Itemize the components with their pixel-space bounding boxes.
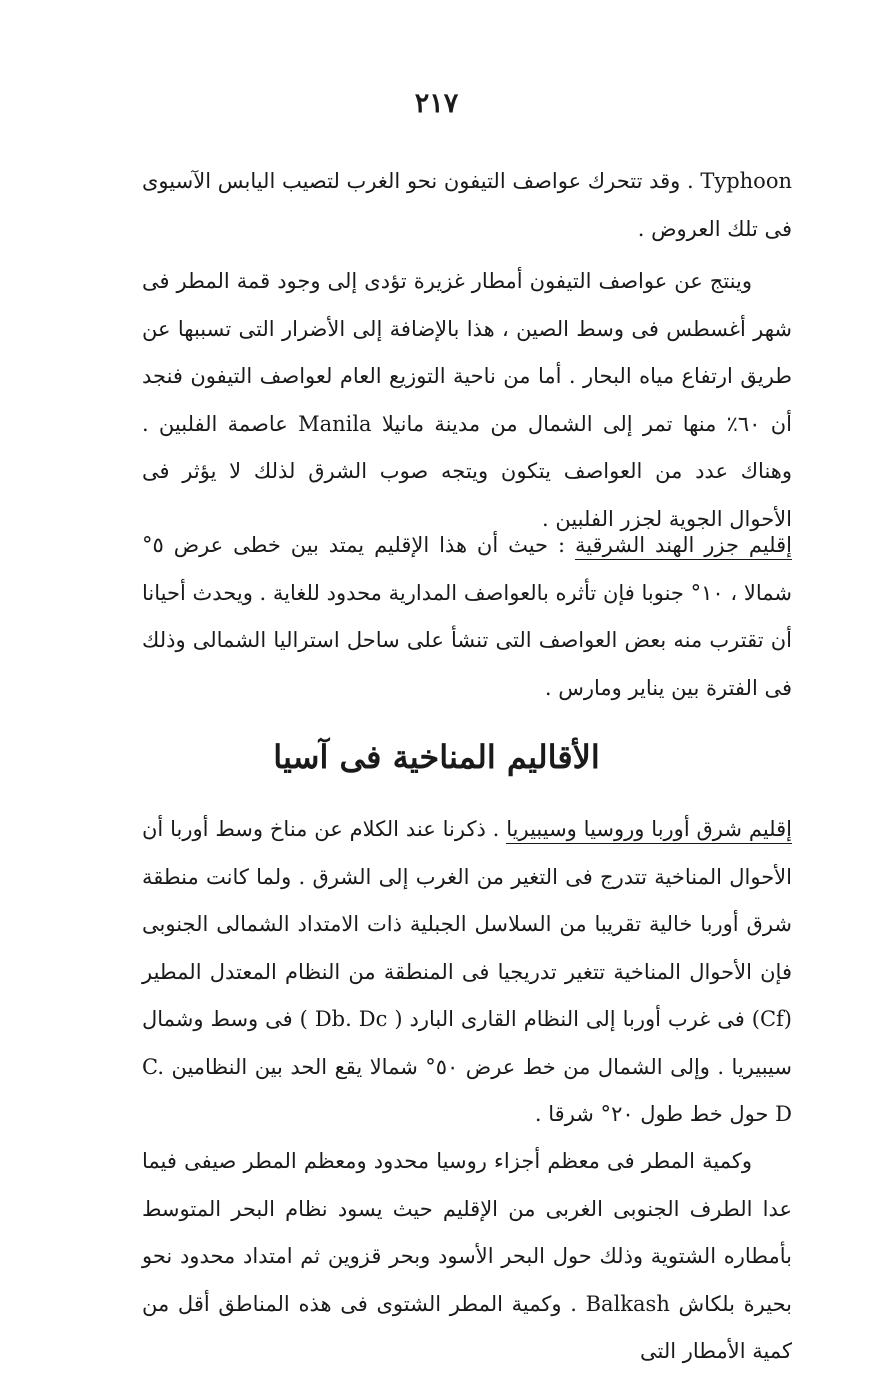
paragraph-text: وكمية المطر فى معظم أجزاء روسيا محدود ومعظم المطر صيفى فيما عدا الطرف الجنوبى الغربى من الإقليم حيث يسود نظام البحر المتوسط بأمطاره الشتوية وذلك حول البحر الأسود وبحر قزوين ثم امتداد محدود نحو بحيرة بلكاش Balkash . وكمية المطر الشتوى فى هذه المناطق أقل من كمية الأمطار التى: [142, 1149, 792, 1363]
paragraph-east-europe: [142, 806, 792, 1128]
paragraph-rainfall: [142, 1138, 792, 1363]
paragraph-heading: إقليم جزر الهند الشرقية: [575, 533, 792, 560]
paragraph-typhoon-effects: [142, 258, 792, 531]
paragraph-heading: إقليم شرق أوربا وروسيا وسيبيريا: [506, 817, 792, 844]
section-title: الأقاليم المناخية فى آسيا: [273, 738, 600, 776]
paragraph-text: [142, 806, 792, 1139]
page-number: ٢١٧: [414, 88, 459, 119]
paragraph-text: Typhoon . وقد تتحرك عواصف التيفون نحو الغرب لتصيب اليابس الآسيوى فى تلك العروض .: [142, 169, 792, 241]
paragraph-typhoon-movement: [142, 158, 792, 253]
paragraph-text: وينتج عن عواصف التيفون أمطار غزيرة تؤدى إلى وجود قمة المطر فى شهر أغسطس فى وسط الصين ، هذا بالإضافة إلى الأضرار التى تسببها عن طريق ارتفاع مياه البحار . أما من ناحية التوزيع العام لعواصف التيفون فنجد أن ٦٠٪ منها تمر إلى الشمال من مدينة مانيلا Manila عاصمة الفلبين . وهناك عدد من العواصف يتكون ويتجه صوب الشرق لذلك لا يؤثر فى الأحوال الجوية لجزر الفلبين .: [142, 269, 792, 531]
paragraph-body: : حيث أن هذا الإقليم يمتد بين خطى عرض ٥° شمالا ، ١٠° جنوبا فإن تأثره بالعواصف المدارية محدود للغاية . ويحدث أحيانا أن تقترب منه بعض العواصف التى تنشأ على ساحل استراليا الشمالى وذلك فى الفترة بين يناير ومارس .: [142, 533, 792, 700]
paragraph-east-indies: [142, 522, 792, 712]
paragraph-body: . ذكرنا عند الكلام عن مناخ وسط أوربا أن الأحوال المناخية تتدرج فى التغير من الغرب إلى الشرق . ولما كانت منطقة شرق أوربا خالية تقريبا من السلاسل الجبلية ذات الامتداد الشمالى الجنوبى فإن الأحوال المناخية تتغير تدريجيا فى المنطقة من النظام المعتدل المطير (Cf) فى غرب أوربا إلى النظام القارى البارد ( Db. Dc ) فى وسط وشمال سيبيريا . وإلى الشمال من خط عرض ٥٠° شمالا يقع الحد بين النظامين C. D حول خط طول ٢٠° شرقا .: [142, 817, 792, 1126]
paragraph-text: [142, 522, 792, 712]
